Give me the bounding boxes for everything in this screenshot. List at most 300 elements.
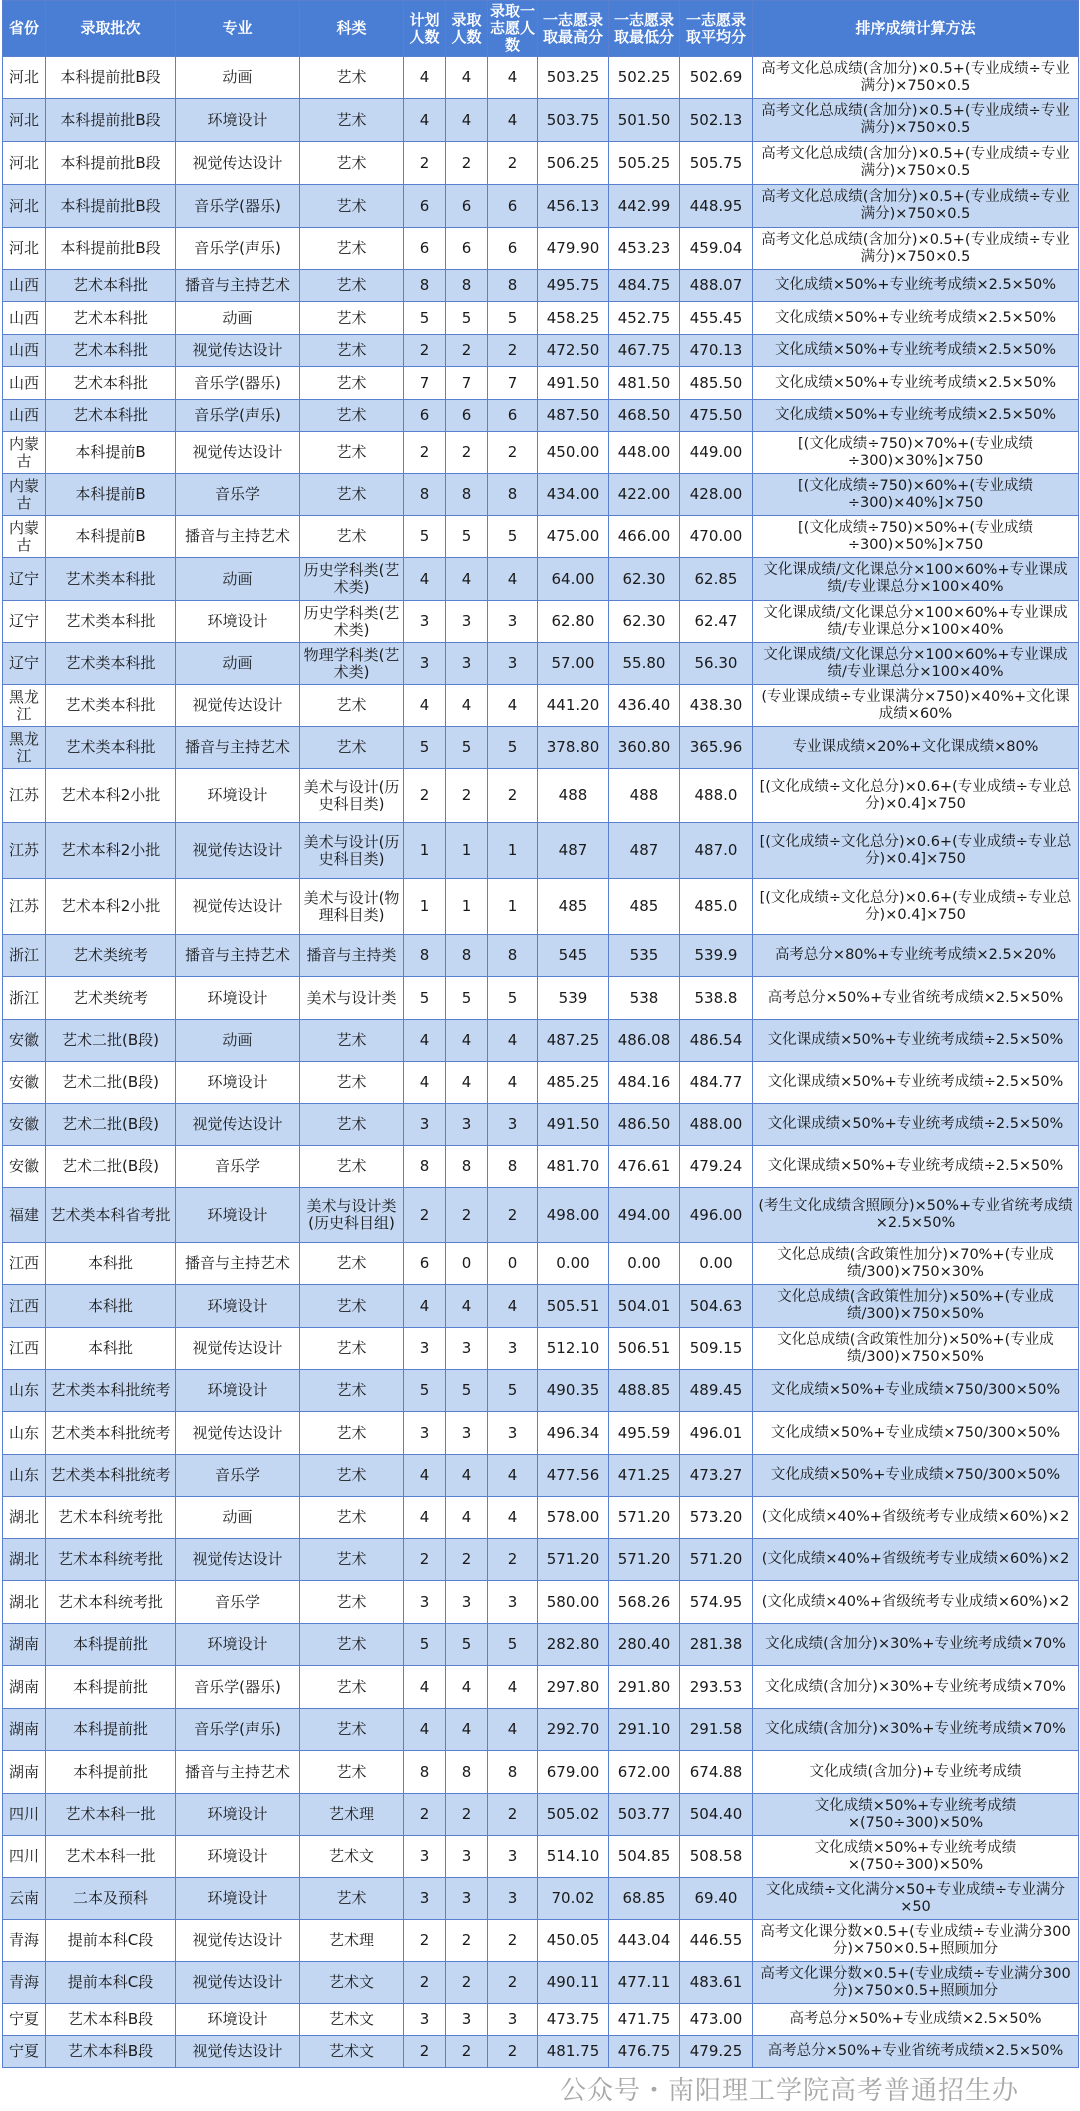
column-header-ranking-formula: 排序成绩计算方法 <box>753 1 1079 57</box>
cell-province: 江西 <box>3 1243 46 1285</box>
cell-first-choice-avg: 484.77 <box>680 1062 753 1104</box>
cell-major: 视觉传达设计 <box>176 1920 300 1962</box>
cell-subject-category: 艺术 <box>300 1062 404 1104</box>
cell-province: 河北 <box>3 142 46 185</box>
cell-first-choice-max: 491.50 <box>538 1104 609 1146</box>
cell-province: 宁夏 <box>3 2004 46 2036</box>
cell-first-choice-count: 4 <box>488 1285 538 1328</box>
cell-province: 山西 <box>3 270 46 302</box>
cell-first-choice-min: 484.16 <box>609 1062 680 1104</box>
table-row <box>3 228 1079 270</box>
cell-ranking-formula: (专业课成绩÷专业课满分×750)×40%+文化课成绩×60% <box>753 685 1079 727</box>
cell-first-choice-count: 1 <box>488 879 538 935</box>
cell-planned-count: 4 <box>404 99 446 142</box>
cell-first-choice-count: 8 <box>488 1146 538 1188</box>
cell-batch: 二本及预科 <box>46 1878 176 1920</box>
cell-first-choice-max: 481.75 <box>538 2036 609 2068</box>
cell-major: 播音与主持艺术 <box>176 727 300 769</box>
cell-subject-category: 艺术文 <box>300 1962 404 2004</box>
cell-first-choice-max: 490.11 <box>538 1962 609 2004</box>
cell-first-choice-max: 580.00 <box>538 1581 609 1624</box>
cell-first-choice-avg: 539.9 <box>680 935 753 977</box>
cell-admitted-count: 4 <box>446 1497 488 1539</box>
cell-planned-count: 3 <box>404 1581 446 1624</box>
cell-province: 浙江 <box>3 977 46 1020</box>
cell-admitted-count: 2 <box>446 335 488 367</box>
cell-first-choice-count: 6 <box>488 228 538 270</box>
cell-ranking-formula: 文化成绩×50%+专业统考成绩×(750÷300)×50% <box>753 1794 1079 1836</box>
cell-province: 山西 <box>3 400 46 432</box>
cell-planned-count: 8 <box>404 1146 446 1188</box>
cell-first-choice-min: 453.23 <box>609 228 680 270</box>
cell-batch: 艺术本科统考批 <box>46 1581 176 1624</box>
cell-first-choice-min: 422.00 <box>609 474 680 516</box>
cell-first-choice-min: 436.40 <box>609 685 680 727</box>
cell-major: 播音与主持艺术 <box>176 935 300 977</box>
cell-subject-category: 艺术 <box>300 302 404 335</box>
cell-first-choice-max: 70.02 <box>538 1878 609 1920</box>
cell-first-choice-avg: 489.45 <box>680 1370 753 1412</box>
cell-first-choice-avg: 538.8 <box>680 977 753 1020</box>
cell-subject-category: 艺术 <box>300 367 404 400</box>
table-row <box>3 1539 1079 1581</box>
cell-first-choice-min: 452.75 <box>609 302 680 335</box>
cell-admitted-count: 8 <box>446 270 488 302</box>
cell-batch: 艺术本科B段 <box>46 2004 176 2036</box>
cell-batch: 本科提前批 <box>46 1624 176 1666</box>
cell-province: 宁夏 <box>3 2036 46 2068</box>
cell-major: 环境设计 <box>176 1370 300 1412</box>
cell-admitted-count: 3 <box>446 2004 488 2036</box>
cell-subject-category: 艺术文 <box>300 1836 404 1878</box>
cell-batch: 艺术类本科批统考 <box>46 1412 176 1455</box>
cell-subject-category: 艺术 <box>300 270 404 302</box>
cell-ranking-formula: 高考总分×50%+专业成绩×2.5×50% <box>753 2004 1079 2036</box>
cell-major: 环境设计 <box>176 1062 300 1104</box>
cell-major: 环境设计 <box>176 1188 300 1243</box>
cell-ranking-formula: 高考文化总成绩(含加分)×0.5+(专业成绩÷专业满分)×750×0.5 <box>753 142 1079 185</box>
cell-batch: 艺术本科B段 <box>46 2036 176 2068</box>
cell-major: 环境设计 <box>176 2004 300 2036</box>
cell-first-choice-avg: 428.00 <box>680 474 753 516</box>
cell-first-choice-max: 64.00 <box>538 558 609 601</box>
table-row <box>3 1497 1079 1539</box>
cell-first-choice-max: 62.80 <box>538 601 609 643</box>
table-row <box>3 1243 1079 1285</box>
cell-subject-category: 艺术 <box>300 1328 404 1370</box>
cell-first-choice-max: 479.90 <box>538 228 609 270</box>
cell-admitted-count: 5 <box>446 1370 488 1412</box>
cell-first-choice-count: 5 <box>488 516 538 558</box>
cell-planned-count: 3 <box>404 2004 446 2036</box>
cell-first-choice-min: 55.80 <box>609 643 680 685</box>
cell-ranking-formula: 文化成绩×50%+专业统考成绩×2.5×50% <box>753 400 1079 432</box>
cell-first-choice-max: 485.25 <box>538 1062 609 1104</box>
cell-major: 视觉传达设计 <box>176 685 300 727</box>
cell-first-choice-avg: 674.88 <box>680 1751 753 1794</box>
cell-planned-count: 4 <box>404 1709 446 1751</box>
cell-first-choice-min: 443.04 <box>609 1920 680 1962</box>
cell-batch: 艺术二批(B段) <box>46 1020 176 1062</box>
cell-first-choice-avg: 473.27 <box>680 1455 753 1497</box>
cell-first-choice-min: 488.85 <box>609 1370 680 1412</box>
cell-batch: 本科提前B <box>46 516 176 558</box>
cell-batch: 艺术本科一批 <box>46 1836 176 1878</box>
cell-first-choice-max: 475.00 <box>538 516 609 558</box>
cell-ranking-formula: [(文化成绩÷文化总分)×0.6+(专业成绩÷专业总分)×0.4]×750 <box>753 879 1079 935</box>
cell-ranking-formula: 文化成绩×50%+专业成绩×750/300×50% <box>753 1455 1079 1497</box>
cell-ranking-formula: 文化成绩÷文化满分×50+专业成绩÷专业满分×50 <box>753 1878 1079 1920</box>
cell-first-choice-avg: 291.58 <box>680 1709 753 1751</box>
cell-subject-category: 历史学科类(艺术类) <box>300 558 404 601</box>
cell-ranking-formula: 文化总成绩(含政策性加分)×70%+(专业成绩/300)×750×30% <box>753 1243 1079 1285</box>
column-header-first-choice-avg: 一志愿录取平均分 <box>680 1 753 57</box>
cell-province: 江苏 <box>3 769 46 823</box>
cell-first-choice-max: 282.80 <box>538 1624 609 1666</box>
cell-major: 动画 <box>176 1020 300 1062</box>
cell-ranking-formula: 文化成绩×50%+专业成绩×750/300×50% <box>753 1412 1079 1455</box>
table-row <box>3 270 1079 302</box>
table-row <box>3 432 1079 474</box>
cell-first-choice-min: 467.75 <box>609 335 680 367</box>
cell-planned-count: 4 <box>404 1666 446 1709</box>
table-row <box>3 400 1079 432</box>
cell-admitted-count: 4 <box>446 1020 488 1062</box>
cell-province: 浙江 <box>3 935 46 977</box>
cell-province: 安徽 <box>3 1104 46 1146</box>
cell-subject-category: 美术与设计(历史科目类) <box>300 769 404 823</box>
cell-first-choice-avg: 504.40 <box>680 1794 753 1836</box>
cell-first-choice-max: 506.25 <box>538 142 609 185</box>
cell-first-choice-min: 484.75 <box>609 270 680 302</box>
cell-first-choice-count: 3 <box>488 643 538 685</box>
table-row <box>3 1104 1079 1146</box>
cell-province: 青海 <box>3 1920 46 1962</box>
cell-first-choice-avg: 485.0 <box>680 879 753 935</box>
cell-first-choice-avg: 365.96 <box>680 727 753 769</box>
cell-subject-category: 播音与主持类 <box>300 935 404 977</box>
cell-first-choice-count: 7 <box>488 367 538 400</box>
cell-first-choice-avg: 504.63 <box>680 1285 753 1328</box>
cell-planned-count: 3 <box>404 601 446 643</box>
cell-batch: 艺术本科统考批 <box>46 1539 176 1581</box>
cell-ranking-formula: 文化总成绩(含政策性加分)×50%+(专业成绩/300)×750×50% <box>753 1285 1079 1328</box>
watermark-text: 公众号・南阳理工学院高考普通招生办 <box>560 2076 1020 2106</box>
cell-subject-category: 艺术理 <box>300 1794 404 1836</box>
cell-first-choice-count: 2 <box>488 1794 538 1836</box>
cell-ranking-formula: 文化成绩×50%+专业统考成绩×2.5×50% <box>753 270 1079 302</box>
cell-first-choice-avg: 470.13 <box>680 335 753 367</box>
cell-first-choice-count: 3 <box>488 1581 538 1624</box>
cell-planned-count: 2 <box>404 1794 446 1836</box>
table-row <box>3 1751 1079 1794</box>
table-row <box>3 879 1079 935</box>
table-row <box>3 2004 1079 2036</box>
cell-first-choice-min: 504.01 <box>609 1285 680 1328</box>
table-row <box>3 142 1079 185</box>
cell-planned-count: 2 <box>404 142 446 185</box>
cell-province: 黑龙江 <box>3 685 46 727</box>
cell-province: 福建 <box>3 1188 46 1243</box>
cell-first-choice-min: 468.50 <box>609 400 680 432</box>
cell-first-choice-count: 2 <box>488 142 538 185</box>
cell-batch: 艺术本科批 <box>46 270 176 302</box>
table-row <box>3 99 1079 142</box>
cell-batch: 艺术类本科省考批 <box>46 1188 176 1243</box>
table-row <box>3 474 1079 516</box>
cell-major: 视觉传达设计 <box>176 142 300 185</box>
cell-province: 云南 <box>3 1878 46 1920</box>
cell-first-choice-min: 571.20 <box>609 1497 680 1539</box>
cell-major: 视觉传达设计 <box>176 1962 300 2004</box>
cell-planned-count: 4 <box>404 558 446 601</box>
cell-major: 视觉传达设计 <box>176 879 300 935</box>
cell-batch: 本科提前B <box>46 432 176 474</box>
cell-subject-category: 艺术 <box>300 142 404 185</box>
cell-planned-count: 6 <box>404 228 446 270</box>
cell-first-choice-count: 3 <box>488 2004 538 2036</box>
cell-first-choice-count: 5 <box>488 302 538 335</box>
cell-major: 视觉传达设计 <box>176 823 300 879</box>
table-row <box>3 769 1079 823</box>
cell-first-choice-min: 471.75 <box>609 2004 680 2036</box>
cell-first-choice-avg: 470.00 <box>680 516 753 558</box>
cell-planned-count: 8 <box>404 474 446 516</box>
cell-admitted-count: 5 <box>446 302 488 335</box>
cell-admitted-count: 1 <box>446 879 488 935</box>
cell-ranking-formula: 文化成绩(含加分)×30%+专业统考成绩×70% <box>753 1624 1079 1666</box>
cell-province: 山东 <box>3 1455 46 1497</box>
table-row <box>3 977 1079 1020</box>
cell-major: 音乐学(器乐) <box>176 185 300 228</box>
cell-batch: 本科提前批B段 <box>46 185 176 228</box>
cell-first-choice-avg: 473.00 <box>680 2004 753 2036</box>
cell-planned-count: 8 <box>404 1751 446 1794</box>
cell-batch: 提前本科C段 <box>46 1920 176 1962</box>
cell-planned-count: 5 <box>404 516 446 558</box>
cell-first-choice-avg: 475.50 <box>680 400 753 432</box>
cell-first-choice-min: 672.00 <box>609 1751 680 1794</box>
cell-major: 环境设计 <box>176 99 300 142</box>
cell-planned-count: 2 <box>404 1188 446 1243</box>
cell-first-choice-count: 2 <box>488 1188 538 1243</box>
cell-first-choice-max: 0.00 <box>538 1243 609 1285</box>
cell-first-choice-max: 514.10 <box>538 1836 609 1878</box>
cell-planned-count: 5 <box>404 302 446 335</box>
cell-planned-count: 2 <box>404 1962 446 2004</box>
cell-ranking-formula: 高考文化课分数×0.5+(专业成绩÷专业满分300分)×750×0.5+照顾加分 <box>753 1962 1079 2004</box>
cell-first-choice-max: 495.75 <box>538 270 609 302</box>
cell-subject-category: 艺术 <box>300 1878 404 1920</box>
cell-ranking-formula: 高考文化总成绩(含加分)×0.5+(专业成绩÷专业满分)×750×0.5 <box>753 185 1079 228</box>
cell-batch: 本科批 <box>46 1328 176 1370</box>
cell-planned-count: 8 <box>404 935 446 977</box>
cell-admitted-count: 3 <box>446 1104 488 1146</box>
cell-first-choice-min: 442.99 <box>609 185 680 228</box>
cell-ranking-formula: 文化成绩×50%+专业统考成绩×2.5×50% <box>753 302 1079 335</box>
column-header-first-choice-count: 录取一志愿人数 <box>488 1 538 57</box>
cell-province: 内蒙古 <box>3 432 46 474</box>
cell-subject-category: 艺术 <box>300 685 404 727</box>
column-header-major: 专业 <box>176 1 300 57</box>
column-header-planned-count: 计划人数 <box>404 1 446 57</box>
cell-first-choice-avg: 488.07 <box>680 270 753 302</box>
cell-first-choice-min: 62.30 <box>609 601 680 643</box>
cell-major: 视觉传达设计 <box>176 2036 300 2068</box>
cell-first-choice-min: 471.25 <box>609 1455 680 1497</box>
cell-subject-category: 艺术 <box>300 99 404 142</box>
table-row <box>3 935 1079 977</box>
cell-major: 视觉传达设计 <box>176 432 300 474</box>
cell-first-choice-count: 3 <box>488 1412 538 1455</box>
cell-batch: 艺术二批(B段) <box>46 1062 176 1104</box>
table-row <box>3 1188 1079 1243</box>
cell-admitted-count: 5 <box>446 977 488 1020</box>
cell-major: 播音与主持艺术 <box>176 1751 300 1794</box>
cell-first-choice-max: 441.20 <box>538 685 609 727</box>
cell-first-choice-count: 3 <box>488 1836 538 1878</box>
cell-first-choice-count: 4 <box>488 1666 538 1709</box>
table-header-row <box>3 1 1079 57</box>
cell-first-choice-max: 491.50 <box>538 367 609 400</box>
cell-first-choice-min: 448.00 <box>609 432 680 474</box>
cell-first-choice-max: 505.02 <box>538 1794 609 1836</box>
table-row <box>3 643 1079 685</box>
cell-ranking-formula: 文化成绩×50%+专业成绩×750/300×50% <box>753 1370 1079 1412</box>
cell-first-choice-count: 3 <box>488 1328 538 1370</box>
table-row <box>3 1412 1079 1455</box>
cell-subject-category: 物理学科类(艺术类) <box>300 643 404 685</box>
cell-ranking-formula: [(文化成绩÷文化总分)×0.6+(专业成绩÷专业总分)×0.4]×750 <box>753 769 1079 823</box>
cell-admitted-count: 5 <box>446 516 488 558</box>
cell-province: 四川 <box>3 1836 46 1878</box>
cell-first-choice-max: 473.75 <box>538 2004 609 2036</box>
cell-batch: 本科提前批B段 <box>46 142 176 185</box>
cell-province: 河北 <box>3 99 46 142</box>
cell-admitted-count: 4 <box>446 1285 488 1328</box>
cell-first-choice-max: 57.00 <box>538 643 609 685</box>
table-row <box>3 1624 1079 1666</box>
cell-first-choice-max: 434.00 <box>538 474 609 516</box>
cell-first-choice-count: 4 <box>488 99 538 142</box>
table-row <box>3 1020 1079 1062</box>
cell-first-choice-avg: 487.0 <box>680 823 753 879</box>
cell-first-choice-avg: 62.47 <box>680 601 753 643</box>
cell-admitted-count: 3 <box>446 1328 488 1370</box>
column-header-first-choice-max: 一志愿录取最高分 <box>538 1 609 57</box>
cell-first-choice-avg: 509.15 <box>680 1328 753 1370</box>
cell-admitted-count: 2 <box>446 1962 488 2004</box>
cell-batch: 艺术类统考 <box>46 977 176 1020</box>
cell-admitted-count: 8 <box>446 474 488 516</box>
cell-province: 青海 <box>3 1962 46 2004</box>
cell-ranking-formula: 高考总分×50%+专业省统考成绩×2.5×50% <box>753 977 1079 1020</box>
table-row <box>3 1920 1079 1962</box>
cell-admitted-count: 2 <box>446 1794 488 1836</box>
cell-ranking-formula: 文化课成绩×50%+专业统考成绩÷2.5×50% <box>753 1146 1079 1188</box>
cell-batch: 艺术类本科批统考 <box>46 1370 176 1412</box>
cell-first-choice-min: 68.85 <box>609 1878 680 1920</box>
cell-ranking-formula: 专业课成绩×20%+文化课成绩×80% <box>753 727 1079 769</box>
column-header-province: 省份 <box>3 1 46 57</box>
cell-province: 湖南 <box>3 1624 46 1666</box>
cell-first-choice-min: 476.61 <box>609 1146 680 1188</box>
cell-ranking-formula: 文化课成绩×50%+专业统考成绩÷2.5×50% <box>753 1020 1079 1062</box>
cell-planned-count: 6 <box>404 400 446 432</box>
cell-province: 内蒙古 <box>3 516 46 558</box>
cell-major: 环境设计 <box>176 1836 300 1878</box>
cell-province: 山西 <box>3 367 46 400</box>
cell-first-choice-max: 571.20 <box>538 1539 609 1581</box>
cell-province: 湖北 <box>3 1581 46 1624</box>
cell-first-choice-max: 539 <box>538 977 609 1020</box>
cell-major: 播音与主持艺术 <box>176 270 300 302</box>
cell-batch: 艺术类本科批统考 <box>46 1455 176 1497</box>
cell-first-choice-max: 487 <box>538 823 609 879</box>
cell-admitted-count: 6 <box>446 185 488 228</box>
cell-batch: 艺术本科批 <box>46 400 176 432</box>
cell-admitted-count: 2 <box>446 1920 488 1962</box>
cell-batch: 本科提前批B段 <box>46 57 176 99</box>
cell-first-choice-count: 5 <box>488 977 538 1020</box>
table-row <box>3 1962 1079 2004</box>
cell-first-choice-count: 8 <box>488 270 538 302</box>
cell-first-choice-max: 458.25 <box>538 302 609 335</box>
cell-first-choice-count: 2 <box>488 769 538 823</box>
cell-first-choice-max: 481.70 <box>538 1146 609 1188</box>
cell-first-choice-min: 495.59 <box>609 1412 680 1455</box>
cell-ranking-formula: 高考总分×50%+专业省统考成绩×2.5×50% <box>753 2036 1079 2068</box>
cell-first-choice-avg: 486.54 <box>680 1020 753 1062</box>
cell-admitted-count: 3 <box>446 1878 488 1920</box>
column-header-batch: 录取批次 <box>46 1 176 57</box>
cell-admitted-count: 3 <box>446 601 488 643</box>
table-row <box>3 1328 1079 1370</box>
cell-subject-category: 艺术 <box>300 432 404 474</box>
cell-first-choice-avg: 488.00 <box>680 1104 753 1146</box>
cell-province: 黑龙江 <box>3 727 46 769</box>
cell-admitted-count: 4 <box>446 558 488 601</box>
cell-first-choice-min: 487 <box>609 823 680 879</box>
cell-subject-category: 艺术 <box>300 228 404 270</box>
cell-planned-count: 5 <box>404 727 446 769</box>
cell-batch: 艺术类本科批 <box>46 727 176 769</box>
cell-first-choice-count: 4 <box>488 1020 538 1062</box>
cell-admitted-count: 5 <box>446 727 488 769</box>
table-row <box>3 57 1079 99</box>
cell-subject-category: 艺术 <box>300 1709 404 1751</box>
cell-first-choice-min: 502.25 <box>609 57 680 99</box>
cell-planned-count: 4 <box>404 1020 446 1062</box>
cell-subject-category: 艺术 <box>300 516 404 558</box>
cell-first-choice-max: 512.10 <box>538 1328 609 1370</box>
cell-first-choice-avg: 508.58 <box>680 1836 753 1878</box>
cell-ranking-formula: (考生文化成绩含照顾分)×50%+专业省统考成绩×2.5×50% <box>753 1188 1079 1243</box>
cell-planned-count: 7 <box>404 367 446 400</box>
cell-ranking-formula: 高考文化总成绩(含加分)×0.5+(专业成绩÷专业满分)×750×0.5 <box>753 57 1079 99</box>
cell-province: 辽宁 <box>3 643 46 685</box>
cell-planned-count: 4 <box>404 685 446 727</box>
cell-first-choice-avg: 573.20 <box>680 1497 753 1539</box>
cell-subject-category: 艺术 <box>300 1285 404 1328</box>
cell-planned-count: 3 <box>404 1104 446 1146</box>
cell-batch: 艺术本科批 <box>46 367 176 400</box>
cell-ranking-formula: 文化总成绩(含政策性加分)×50%+(专业成绩/300)×750×50% <box>753 1328 1079 1370</box>
cell-admitted-count: 0 <box>446 1243 488 1285</box>
cell-province: 江苏 <box>3 823 46 879</box>
column-header-subject-category: 科类 <box>300 1 404 57</box>
cell-planned-count: 1 <box>404 823 446 879</box>
